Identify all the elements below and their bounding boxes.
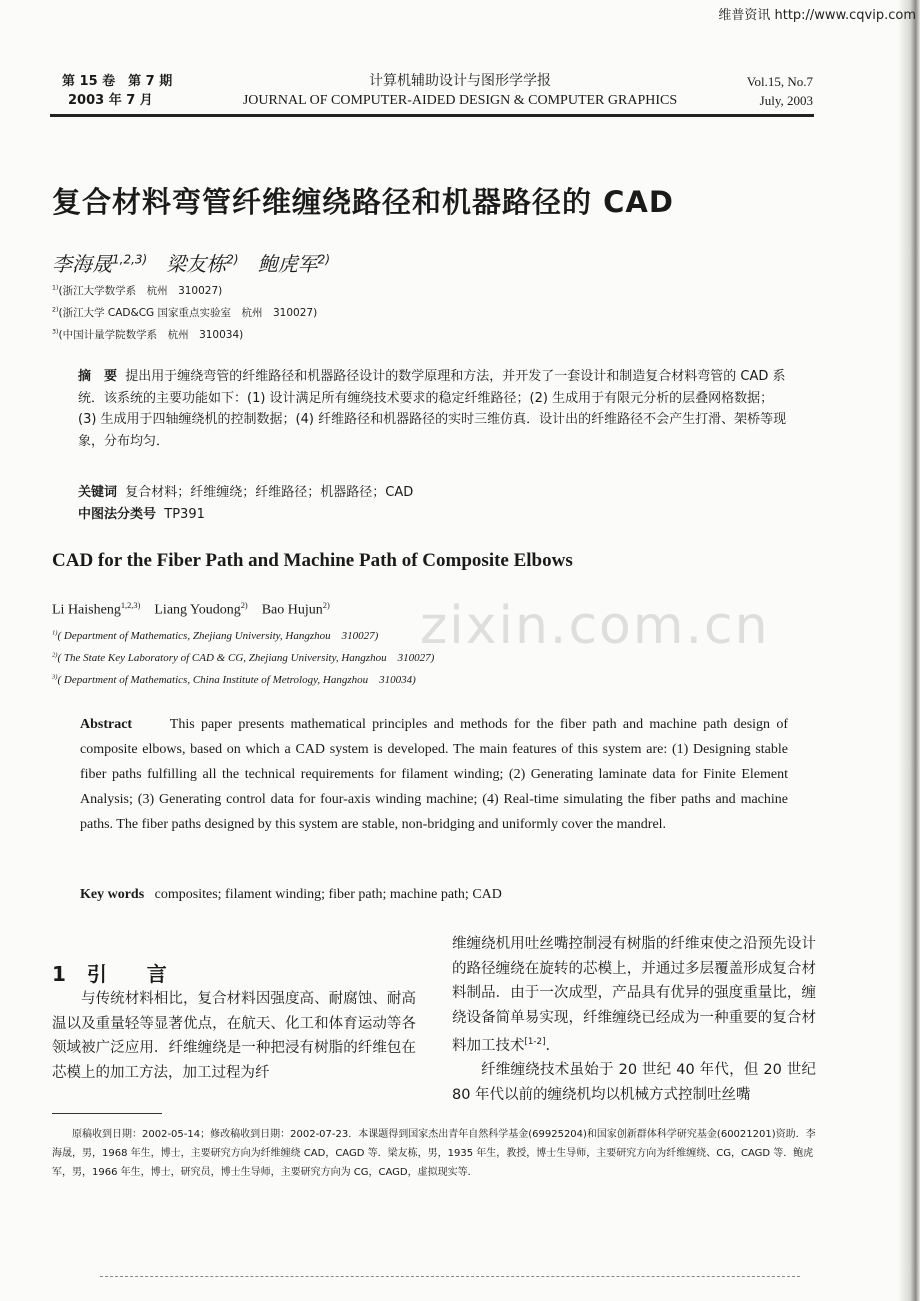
keywords-cn xyxy=(78,482,790,504)
scan-edge-shadow xyxy=(898,0,920,1301)
bottom-scan-line xyxy=(100,1276,800,1278)
keywords-en xyxy=(80,887,502,903)
authors-cn xyxy=(52,248,330,277)
footnote-rule xyxy=(52,1113,162,1114)
affil-text: (浙江大学 CAD&CG 国家重点实验室 杭州 310027) xyxy=(58,307,318,319)
footnote: 原稿收到日期：2002-05-14；修改稿收到日期：2002-07-23．本课题得到国家杰出青年自然科学基金(69925204)和国家创新群体科学研究基金(60021201)资助．李海晟，男，1968 年生，博士，主要研究方向为纤维缠绕 CAD，CAGD 等．梁友栋，男，1935 年生，教授，博士生导师，主要研究方向为纤维缠绕、CG，CAGD 等．鲍虎军，男，1966 年生，博士，研究员，博士生导师，主要研究方向为 CG，CAGD，虚拟现实等． xyxy=(52,1129,816,1178)
affil-text: ( The State Key Laboratory of CAD & CG, Zhejiang University, Hangzhou 310027) xyxy=(57,652,435,664)
clc-number xyxy=(78,504,790,526)
affil-sup: 1) xyxy=(52,629,58,637)
body-paragraph xyxy=(452,932,816,1058)
abstract-en-label: Abstract xyxy=(80,717,133,732)
body-text: ． xyxy=(545,1037,560,1054)
author-affil-sup: 2) xyxy=(317,252,331,267)
affil-sup: 2) xyxy=(52,651,58,659)
affiliation-en xyxy=(52,627,378,643)
paper-title-en: CAD for the Fiber Path and Machine Path of Composite Elbows xyxy=(52,550,573,571)
affiliation-en xyxy=(52,671,416,687)
author-affil-sup: 1,2,3) xyxy=(120,601,141,610)
abstract-cn xyxy=(78,366,790,452)
section-title: 引 言 xyxy=(86,962,167,986)
affiliation-en xyxy=(52,649,434,665)
journal-name-en: JOURNAL OF COMPUTER-AIDED DESIGN & COMPUTER GRAPHICS xyxy=(242,93,678,108)
author-affil-sup: 2) xyxy=(226,252,239,267)
abstract-cn-text: 提出用于缠绕弯管的纤维路径和机器路径设计的数学原理和方法，并开发了一套设计和制造复合材料弯管的 CAD 系统．该系统的主要功能如下：(1) 设计满足所有缠绕技术要求的稳定纤维路径；(2) 生成用于有限元分析的层叠网格数据；(3) 生成用于四轴缠绕机的控制数据；(4) 纤维路径和机器路径的实时三维仿真．设计出的纤维路径不会产生打滑、架桥等现象，分布均匀． xyxy=(78,369,787,449)
clc-label: 中图法分类号 xyxy=(78,507,157,522)
watermark-center: zixin.com.cn xyxy=(420,596,770,656)
affiliation-cn xyxy=(52,327,243,342)
affil-text: ( Department of Mathematics, China Institute of Metrology, Hangzhou 310034) xyxy=(57,674,416,686)
keywords-cn-text: 复合材料；纤维缠绕；纤维路径；机器路径；CAD xyxy=(125,485,414,500)
author-en: Bao Hujun xyxy=(261,602,323,618)
header-vol-no: Vol.15, No.7 xyxy=(746,74,813,89)
keywords-en-label: Key words xyxy=(80,887,145,902)
clc-text: TP391 xyxy=(164,507,205,522)
affil-sup: 2) xyxy=(52,306,59,314)
affil-text: (浙江大学数学系 杭州 310027) xyxy=(58,285,223,297)
section-heading xyxy=(52,958,167,987)
authors-en xyxy=(52,601,330,619)
author-affil-sup: 2) xyxy=(240,601,248,610)
affil-text: ( Department of Mathematics, Zhejiang University, Hangzhou 310027) xyxy=(57,630,379,642)
header-date: 2003 年 7 月 xyxy=(68,93,153,108)
body-column-left: 与传统材料相比，复合材料因强度高、耐腐蚀、耐高温以及重量轻等显著优点，在航天、化工和体育运动等各领域被广泛应用．纤维缠绕是一种把浸有树脂的纤维包在芯模上的加工方法，加工过程为纤 xyxy=(52,991,416,1081)
affil-sup: 3) xyxy=(52,673,58,681)
author-cn: 梁友栋 xyxy=(166,252,227,276)
header-vol-en xyxy=(747,72,813,110)
body-paragraph: 纤维缠绕技术虽始于 20 世纪 40 年代，但 20 世纪 80 年代以前的缠绕机均以机械方式控制吐丝嘴 xyxy=(452,1062,816,1103)
affil-text: (中国计量学院数学系 杭州 310034) xyxy=(58,329,244,341)
author-affil-sup: 1,2,3) xyxy=(112,252,148,267)
keywords-cn-label: 关键词 xyxy=(78,485,118,500)
affil-sup: 1) xyxy=(52,284,59,292)
author-cn: 鲍虎军 xyxy=(257,252,318,276)
affiliation-cn xyxy=(52,305,317,320)
header-month: July, 2003 xyxy=(759,93,813,108)
watermark-top: 维普资讯 http://www.cqvip.com xyxy=(718,8,916,23)
keywords-en-text: composites; filament winding; fiber path; machine path; CAD xyxy=(154,887,502,902)
header-volume: 第 15 卷 第 7 期 xyxy=(62,74,173,89)
citation: [1-2] xyxy=(524,1037,546,1047)
paper-title-cn: 复合材料弯管纤维缠绕路径和机器路径的 CAD xyxy=(52,185,674,219)
body-text: 维缠绕机用吐丝嘴控制浸有树脂的纤维束使之沿预先设计的路径缠绕在旋转的芯模上，并通过多层覆盖形成复合材料制品．由于一次成型，产品具有优异的强度重量比，缠绕设备简单易实现，纤维缠绕已经成为一种重要的复合材料加工技术 xyxy=(452,936,816,1054)
author-cn: 李海晟 xyxy=(52,252,112,276)
author-affil-sup: 2) xyxy=(322,601,330,610)
header-rule xyxy=(50,114,814,117)
affil-sup: 3) xyxy=(52,328,59,336)
affiliation-cn xyxy=(52,283,222,298)
abstract-cn-label: 摘 要 xyxy=(78,369,118,384)
journal-name-cn: 计算机辅助设计与图形学学报 xyxy=(369,73,551,89)
abstract-en-text: This paper presents mathematical principles and methods for the fiber path and machine path design of composite elbows, based on which a CAD system is developed. The main features of this system are: (1) Designing stable fiber paths fulfilling all the technical requirements for filament winding; (2) Generating laminate data for Finite Element Analysis; (3) Generating control data for four-axis winding machine; (4) Real-time simulating the fiber paths and machine paths. The fiber paths designed by this system are stable, non-bridging and uniformly cover the mandrel. xyxy=(80,717,788,832)
author-en: Liang Youdong xyxy=(154,602,241,618)
author-en: Li Haisheng xyxy=(52,602,121,618)
section-number: 1 xyxy=(52,962,66,986)
body-column-right xyxy=(452,932,816,1107)
abstract-en xyxy=(80,712,788,837)
